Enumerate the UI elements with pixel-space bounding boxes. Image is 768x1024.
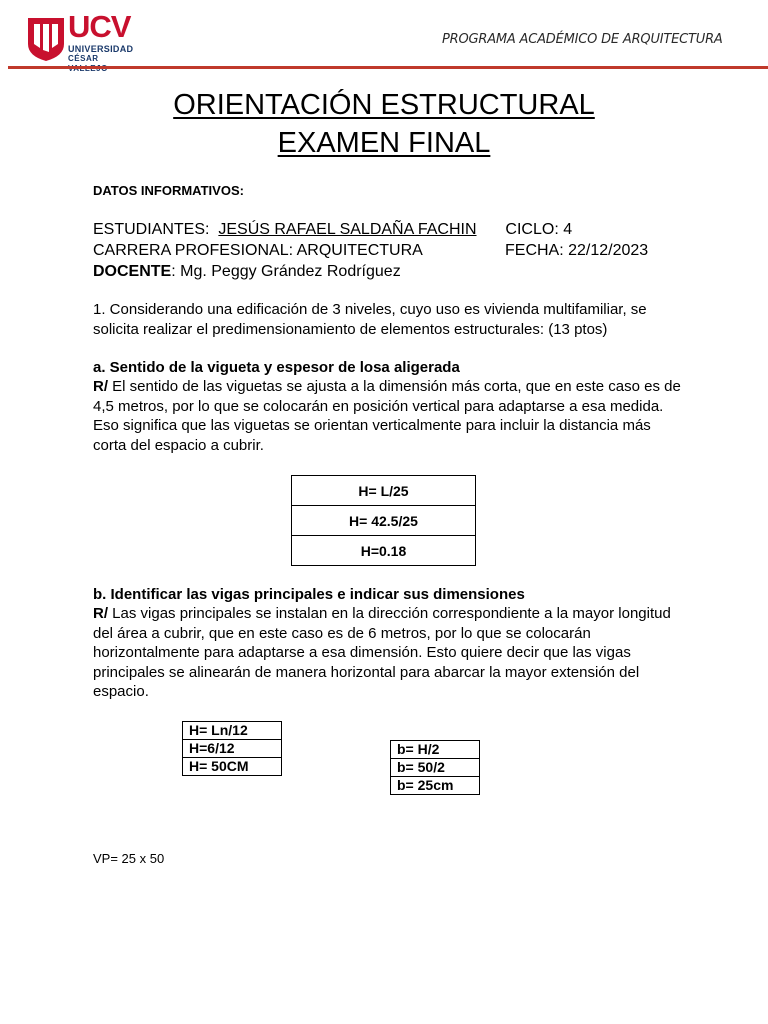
ucv-logo [26,9,136,66]
table-cell: b= 50/2 [391,759,480,777]
students-row [93,220,572,240]
header-divider [8,66,768,69]
width-calc-table [390,740,480,795]
title-line-2: EXAMEN FINAL [277,127,491,159]
height-calc-table [182,721,282,776]
students-value: JESÚS RAFAEL SALDAÑA FACHIN [218,221,477,238]
datos-heading: DATOS INFORMATIVOS: [93,183,244,198]
logo-subtitle-2: CÉSAR [68,54,99,63]
table-cell: H= Ln/12 [183,722,282,740]
ucv-shield-icon [26,14,66,62]
logo-subtitle-1: UNIVERSIDAD [68,44,134,54]
section-a-heading: a. Sentido de la vigueta y espesor de losa aligerada [93,359,460,376]
beam-result: VP= 25 x 50 [93,851,165,866]
section-a-answer [93,377,683,455]
program-name: PROGRAMA ACADÉMICO DE ARQUITECTURA [442,32,723,47]
table-cell: b= 25cm [391,777,480,795]
answer-label: R/ [93,605,108,622]
answer-label: R/ [93,378,108,395]
table-cell: H= 50CM [183,758,282,776]
page-header [0,0,768,72]
docente-row [93,262,401,282]
logo-text: UCV [68,9,131,44]
table-cell: b= H/2 [391,741,480,759]
title-line-1: ORIENTACIÓN ESTRUCTURAL [173,89,595,121]
section-b-answer [93,604,683,702]
table-cell: H= L/25 [292,476,476,506]
students-label: ESTUDIANTES: [93,221,210,238]
carrera-text: CARRERA PROFESIONAL: ARQUITECTURA [93,242,423,259]
losa-calc-table [291,475,476,566]
carrera-row [93,241,423,261]
table-cell: H= 42.5/25 [292,506,476,536]
answer-text: El sentido de las viguetas se ajusta a la dimensión más corta, que en este caso es de 4,5 metros, por lo que se colocarán en posición vertical para adaptarse a esa medida. Eso significa que las viguetas se orientan verticalmente para incluir la distancia más corta del espacio a cubrir. [93,378,681,454]
question-1: 1. Considerando una edificación de 3 niveles, cuyo uso es vivienda multifamiliar, se solicita realizar el predimensionamiento de elementos estructurales: (13 ptos) [93,301,647,338]
section-b-heading: b. Identificar las vigas principales e indicar sus dimensiones [93,586,525,603]
docente-value: : Mg. Peggy Grández Rodríguez [171,263,401,280]
fecha-text: FECHA: 22/12/2023 [505,242,649,259]
table-cell: H=0.18 [292,536,476,566]
docente-label: DOCENTE [93,263,172,280]
answer-text: Las vigas principales se instalan en la dirección correspondiente a la mayor longitud del área a cubrir, que en este caso es de 6 metros, por lo que se colocarán horizontalmente para adaptarse a esa dimensión. Esto quiere decir que las vigas principales se alinearán de manera horizontal para abarcar la mayor extensión del espacio. [93,605,671,700]
ciclo-text: CICLO: 4 [505,221,573,238]
table-cell: H=6/12 [183,740,282,758]
